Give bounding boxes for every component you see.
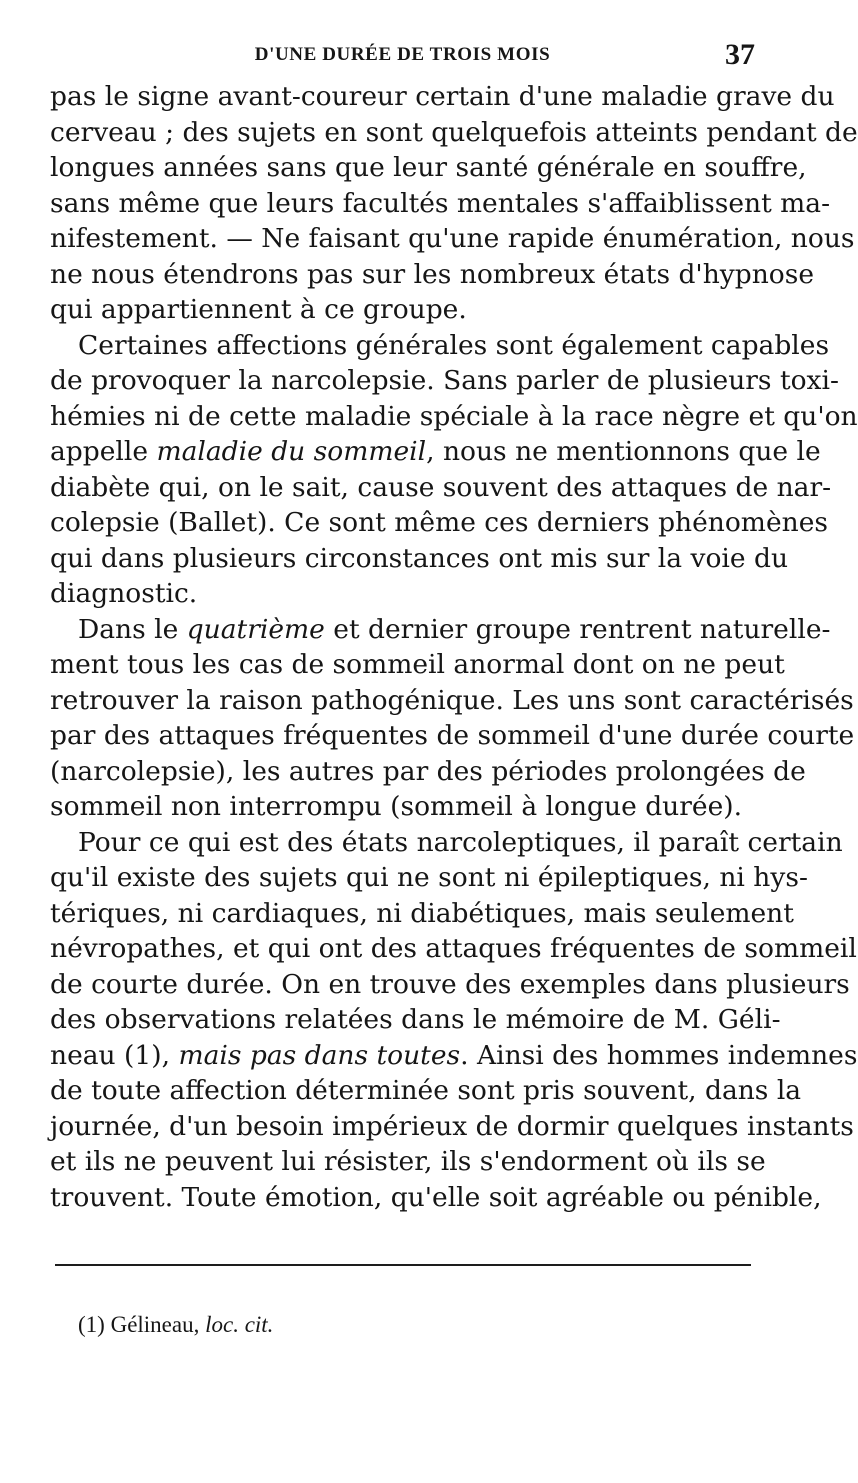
text-line: de toute affection déterminée sont pris souvent, dans la — [50, 1075, 802, 1106]
text-line: retrouver la raison pathogénique. Les uns sont caractérisés — [50, 684, 854, 716]
footnote-marker: (1) — [78, 1312, 105, 1337]
text-line: journée, d'un besoin impérieux de dormir quelques instants — [50, 1110, 854, 1142]
text-line: tériques, ni cardiaques, ni diabétiques, mais seulement — [50, 897, 794, 929]
text-line: diabète qui, on le sait, cause souvent des attaques de nar- — [50, 471, 832, 503]
text-line: appelle maladie du sommeil, nous ne mentionnons que le — [50, 436, 821, 467]
text-line: trouvent. Toute émotion, qu'elle soit agréable ou pénible, — [50, 1181, 822, 1213]
running-title: D'UNE DURÉE DE TROIS MOIS — [254, 44, 551, 65]
text-line: Dans le quatrième et dernier groupe rentrent naturelle- — [78, 613, 831, 645]
text-line: cerveau ; des sujets en sont quelquefois atteints pendant de — [50, 116, 858, 148]
text-line: ne nous étendrons pas sur les nombreux états d'hypnose — [50, 258, 815, 290]
text-line: par des attaques fréquentes de sommeil d'une durée courte — [50, 720, 855, 751]
text-line: et ils ne peuvent lui résister, ils s'endorment où ils se — [50, 1146, 766, 1177]
text-line: de provoquer la narcolepsie. Sans parler de plusieurs toxi- — [50, 365, 839, 396]
text-line: diagnostic. — [50, 578, 198, 609]
text-line: névropathes, et qui ont des attaques fréquentes de sommeil — [50, 933, 857, 964]
text-line: Pour ce qui est des états narcoleptiques, il paraît certain — [78, 826, 843, 858]
text-line: ment tous les cas de sommeil anormal dont on ne peut — [50, 649, 785, 680]
text-line: sans même que leurs facultés mentales s'affaiblissent ma- — [50, 187, 831, 219]
text-line: pas le signe avant-coureur certain d'une maladie grave du — [50, 81, 835, 112]
text-line: neau (1), mais pas dans toutes. Ainsi des hommes indemnes — [50, 1039, 858, 1071]
footnote — [78, 1312, 273, 1338]
text-line: (narcolepsie), les autres par des périodes prolongées de — [50, 755, 806, 787]
page-number: 37 — [725, 38, 755, 71]
text-line: sommeil non interrompu (sommeil à longue durée). — [50, 791, 743, 822]
body-text — [50, 79, 858, 1215]
running-header — [50, 38, 755, 74]
text-line: colepsie (Ballet). Ce sont même ces derniers phénomènes — [50, 507, 828, 538]
footnote-reference: loc. cit. — [205, 1312, 274, 1337]
text-line: qui appartiennent à ce groupe. — [50, 294, 467, 325]
text-line: hémies ni de cette maladie spéciale à la race nègre et qu'on — [50, 400, 858, 432]
footnote-rule — [55, 1264, 751, 1266]
footnote-author: Gélineau, — [110, 1312, 200, 1337]
text-line: longues années sans que leur santé générale en souffre, — [50, 152, 807, 183]
text-line: Certaines affections générales sont également capables — [78, 329, 830, 361]
text-line: qu'il existe des sujets qui ne sont ni épileptiques, ni hys- — [50, 862, 808, 893]
text-line: nifestement. — Ne faisant qu'une rapide énumération, nous — [50, 223, 855, 254]
text-line: de courte durée. On en trouve des exemples dans plusieurs — [50, 968, 850, 1000]
text-line: qui dans plusieurs circonstances ont mis sur la voie du — [50, 542, 789, 574]
text-line: des observations relatées dans le mémoire de M. Géli- — [50, 1004, 781, 1035]
